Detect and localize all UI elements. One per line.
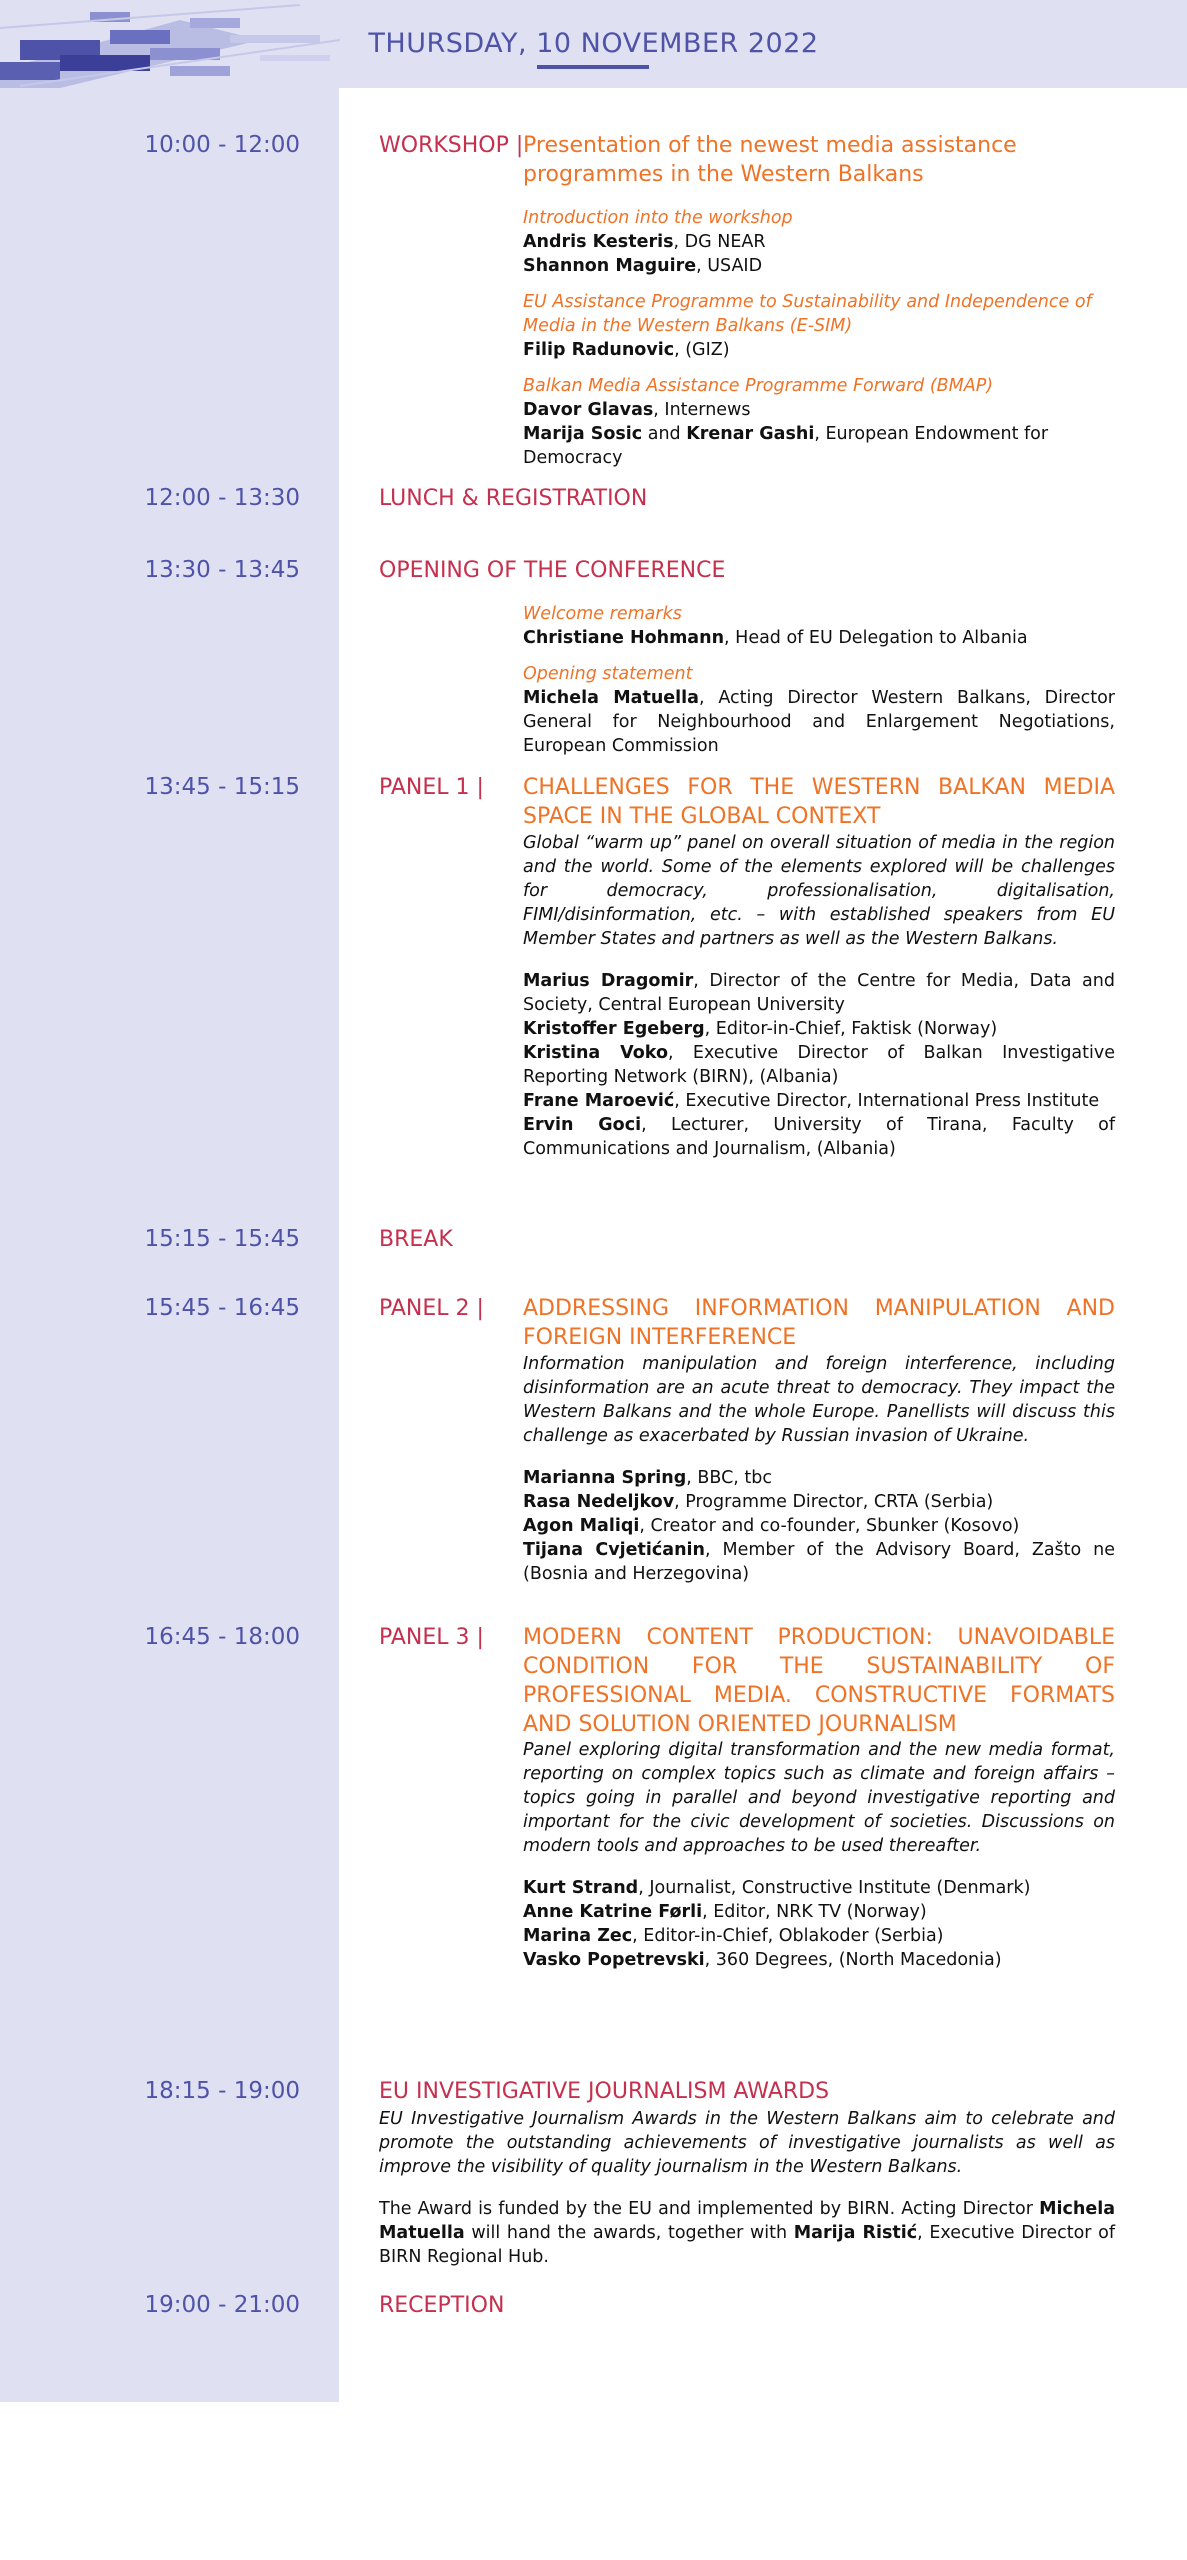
speaker	[523, 1948, 1115, 1972]
speaker-role: , Journalist, Constructive Institute (Denmark)	[638, 1878, 1031, 1898]
speaker-name: Kristoffer Egeberg	[523, 1019, 705, 1039]
speaker-name: Filip Radunovic	[523, 340, 675, 360]
speaker-name: Marianna Spring	[523, 1468, 687, 1488]
speaker-role: , Creator and co-founder, Sbunker (Kosovo)	[639, 1516, 1020, 1536]
awards-label: EU INVESTIGATIVE JOURNALISM AWARDS	[379, 2079, 830, 2104]
speaker	[523, 398, 1115, 422]
speaker-name: Andris Kesteris	[523, 232, 674, 252]
awards-paragraph	[379, 2197, 1115, 2269]
speaker-name: Davor Glavas	[523, 400, 654, 420]
panel-description: Panel exploring digital transformation and the new media format, reporting on complex topics such as climate and foreign affairs – topics going in parallel and beyond investigative reporting and important for the civic development of societies. Discussions on modern tools and approaches to be used thereafter.	[523, 1740, 1115, 1856]
speaker	[523, 1017, 1115, 1041]
speaker-name: Marius Dragomir	[523, 971, 694, 991]
awards-body	[379, 2107, 1115, 2269]
speaker-role: , Head of EU Delegation to Albania	[724, 628, 1028, 648]
speaker-name: Agon Maliqi	[523, 1516, 640, 1536]
session-subtitle: EU Assistance Programme to Sustainability and Independence of Media in the Western Balkans (E-SIM)	[523, 292, 1092, 336]
speaker-name: Frane Maroević	[523, 1091, 675, 1111]
speaker-conjunction: and	[642, 424, 687, 444]
awards-time: 18:15 - 19:00	[144, 2078, 300, 2104]
speaker-role: , Lecturer, University of Tirana, Faculty of Communications and Journalism, (Albania)	[523, 1115, 1115, 1159]
speaker-role: , (GIZ)	[674, 340, 730, 360]
break-time: 15:15 - 15:45	[144, 1226, 300, 1252]
speaker-name: Anne Katrine Førli	[523, 1902, 703, 1922]
awards-text: , Executive Director of BIRN Regional Hub.	[379, 2223, 1115, 2267]
opening-sessions	[523, 602, 1115, 758]
speaker-name: Marija Ristić	[793, 2223, 918, 2243]
panel2-body	[523, 1352, 1115, 1586]
page-header	[0, 0, 1187, 88]
speaker	[523, 1113, 1115, 1161]
panel3-time: 16:45 - 18:00	[144, 1624, 300, 1650]
speaker	[523, 626, 1115, 650]
speaker	[523, 1490, 1115, 1514]
speaker-role: , European Endowment for Democracy	[523, 424, 1049, 468]
speaker	[523, 338, 1115, 362]
speaker	[523, 686, 1115, 758]
speaker	[523, 1514, 1115, 1538]
speaker-role: , Director of the Centre for Media, Data and Society, Central European University	[523, 971, 1115, 1015]
session-subtitle: Opening statement	[523, 664, 693, 684]
speaker	[523, 230, 1115, 254]
speaker	[523, 969, 1115, 1017]
speaker	[523, 1041, 1115, 1089]
speaker-role: , DG NEAR	[673, 232, 766, 252]
speaker-role: , BBC, tbc	[686, 1468, 772, 1488]
speaker-name: Kristina Voko	[523, 1043, 668, 1063]
panel2-title: ADDRESSING INFORMATION MANIPULATION AND FOREIGN INTERFERENCE	[523, 1296, 1115, 1350]
speaker-role: , Editor-in-Chief, Oblakoder (Serbia)	[632, 1926, 944, 1946]
speaker-name: Krenar Gashi	[686, 424, 815, 444]
speaker-role: , USAID	[696, 256, 763, 276]
panel-description: Global “warm up” panel on overall situation of media in the region and the world. Some of the elements explored will be challenges for democracy, professionalisation, digitalisation, FIMI/disinformation, etc. – with established speakers from EU Member States and partners as well as the Western Balkans.	[523, 833, 1115, 949]
speaker-role: , Editor, NRK TV (Norway)	[702, 1902, 927, 1922]
speaker-list	[523, 1466, 1115, 1586]
session-subtitle: Balkan Media Assistance Programme Forward (BMAP)	[523, 376, 994, 396]
speaker-name: Vasko Popetrevski	[523, 1950, 705, 1970]
panel3-body	[523, 1738, 1115, 1972]
speaker	[523, 254, 1115, 278]
speaker-name: Ervin Goci	[523, 1115, 642, 1135]
speaker	[523, 1876, 1115, 1900]
opening-time: 13:30 - 13:45	[144, 557, 300, 583]
speaker-name: Michela Matuella	[523, 688, 699, 708]
session-subtitle: Introduction into the workshop	[523, 208, 793, 228]
speaker	[523, 422, 1115, 470]
awards-description: EU Investigative Journalism Awards in the Western Balkans aim to celebrate and promote the outstanding achievements of investigative journalists as well as improve the visibility of quality journalism in the Western Balkans.	[379, 2109, 1115, 2177]
speaker-role: , 360 Degrees, (North Macedonia)	[704, 1950, 1002, 1970]
date-underline	[537, 65, 649, 69]
speaker-name: Shannon Maguire	[523, 256, 697, 276]
panel1-title: CHALLENGES FOR THE WESTERN BALKAN MEDIA SPACE IN THE GLOBAL CONTEXT	[523, 775, 1115, 829]
lunch-label: LUNCH & REGISTRATION	[379, 486, 648, 511]
speaker-role: , Programme Director, CRTA (Serbia)	[674, 1492, 994, 1512]
panel2-label: PANEL 2 |	[379, 1296, 484, 1321]
speaker-name: Marina Zec	[523, 1926, 633, 1946]
reception-time: 19:00 - 21:00	[144, 2292, 300, 2318]
speaker-name: Michela Matuella	[379, 2199, 1115, 2243]
speaker	[523, 1538, 1115, 1586]
speaker-role: , Executive Director, International Press Institute	[674, 1091, 1100, 1111]
session-subtitle: Welcome remarks	[523, 604, 682, 624]
speaker-role: , Editor-in-Chief, Faktisk (Norway)	[704, 1019, 998, 1039]
speaker-name: Marija Sosic	[523, 424, 643, 444]
speaker-list	[523, 1876, 1115, 1972]
speaker	[523, 1466, 1115, 1490]
speaker-name: Christiane Hohmann	[523, 628, 725, 648]
panel2-time: 15:45 - 16:45	[144, 1295, 300, 1321]
panel1-body	[523, 831, 1115, 1161]
lunch-time: 12:00 - 13:30	[144, 485, 300, 511]
speaker-name: Kurt Strand	[523, 1878, 639, 1898]
opening-label: OPENING OF THE CONFERENCE	[379, 558, 726, 583]
panel-description: Information manipulation and foreign interference, including disinformation are an acute threat to democracy. They impact the Western Balkans and the whole Europe. Panellists will discuss this challenge as exacerbated by Russian invasion of Ukraine.	[523, 1354, 1115, 1446]
speaker-role: , Executive Director of Balkan Investigative Reporting Network (BIRN), (Albania)	[523, 1043, 1115, 1087]
date-heading: THURSDAY, 10 NOVEMBER 2022	[368, 28, 819, 59]
speaker-role: , Internews	[653, 400, 751, 420]
speaker-role: , Member of the Advisory Board, Zašto ne (Bosnia and Herzegovina)	[523, 1540, 1115, 1584]
reception-label: RECEPTION	[379, 2293, 505, 2318]
awards-text: The Award is funded by the EU and implemented by BIRN. Acting Director	[379, 2199, 1040, 2219]
speaker	[523, 1900, 1115, 1924]
speaker-name: Tijana Cvjetićanin	[523, 1540, 706, 1560]
workshop-title: Presentation of the newest media assistance programmes in the Western Balkans	[523, 133, 1017, 187]
panel3-label: PANEL 3 |	[379, 1625, 484, 1650]
workshop-label: WORKSHOP |	[379, 133, 524, 158]
awards-text: will hand the awards, together with	[464, 2223, 794, 2243]
break-label: BREAK	[379, 1227, 453, 1252]
speaker	[523, 1924, 1115, 1948]
workshop-sessions	[523, 206, 1115, 470]
panel1-time: 13:45 - 15:15	[144, 774, 300, 800]
workshop-time: 10:00 - 12:00	[144, 132, 300, 158]
speaker-list	[523, 969, 1115, 1161]
speaker	[523, 1089, 1115, 1113]
speaker-role: , Acting Director Western Balkans, Director General for Neighbourhood and Enlargement Negotiations, European Commission	[523, 688, 1115, 756]
panel1-label: PANEL 1 |	[379, 775, 484, 800]
speaker-name: Rasa Nedeljkov	[523, 1492, 675, 1512]
panel3-title: MODERN CONTENT PRODUCTION: UNAVOIDABLE CONDITION FOR THE SUSTAINABILITY OF PROFESSIONAL MEDIA. CONSTRUCTIVE FORMATS AND SOLUTION ORIENTED JOURNALISM	[523, 1625, 1115, 1737]
